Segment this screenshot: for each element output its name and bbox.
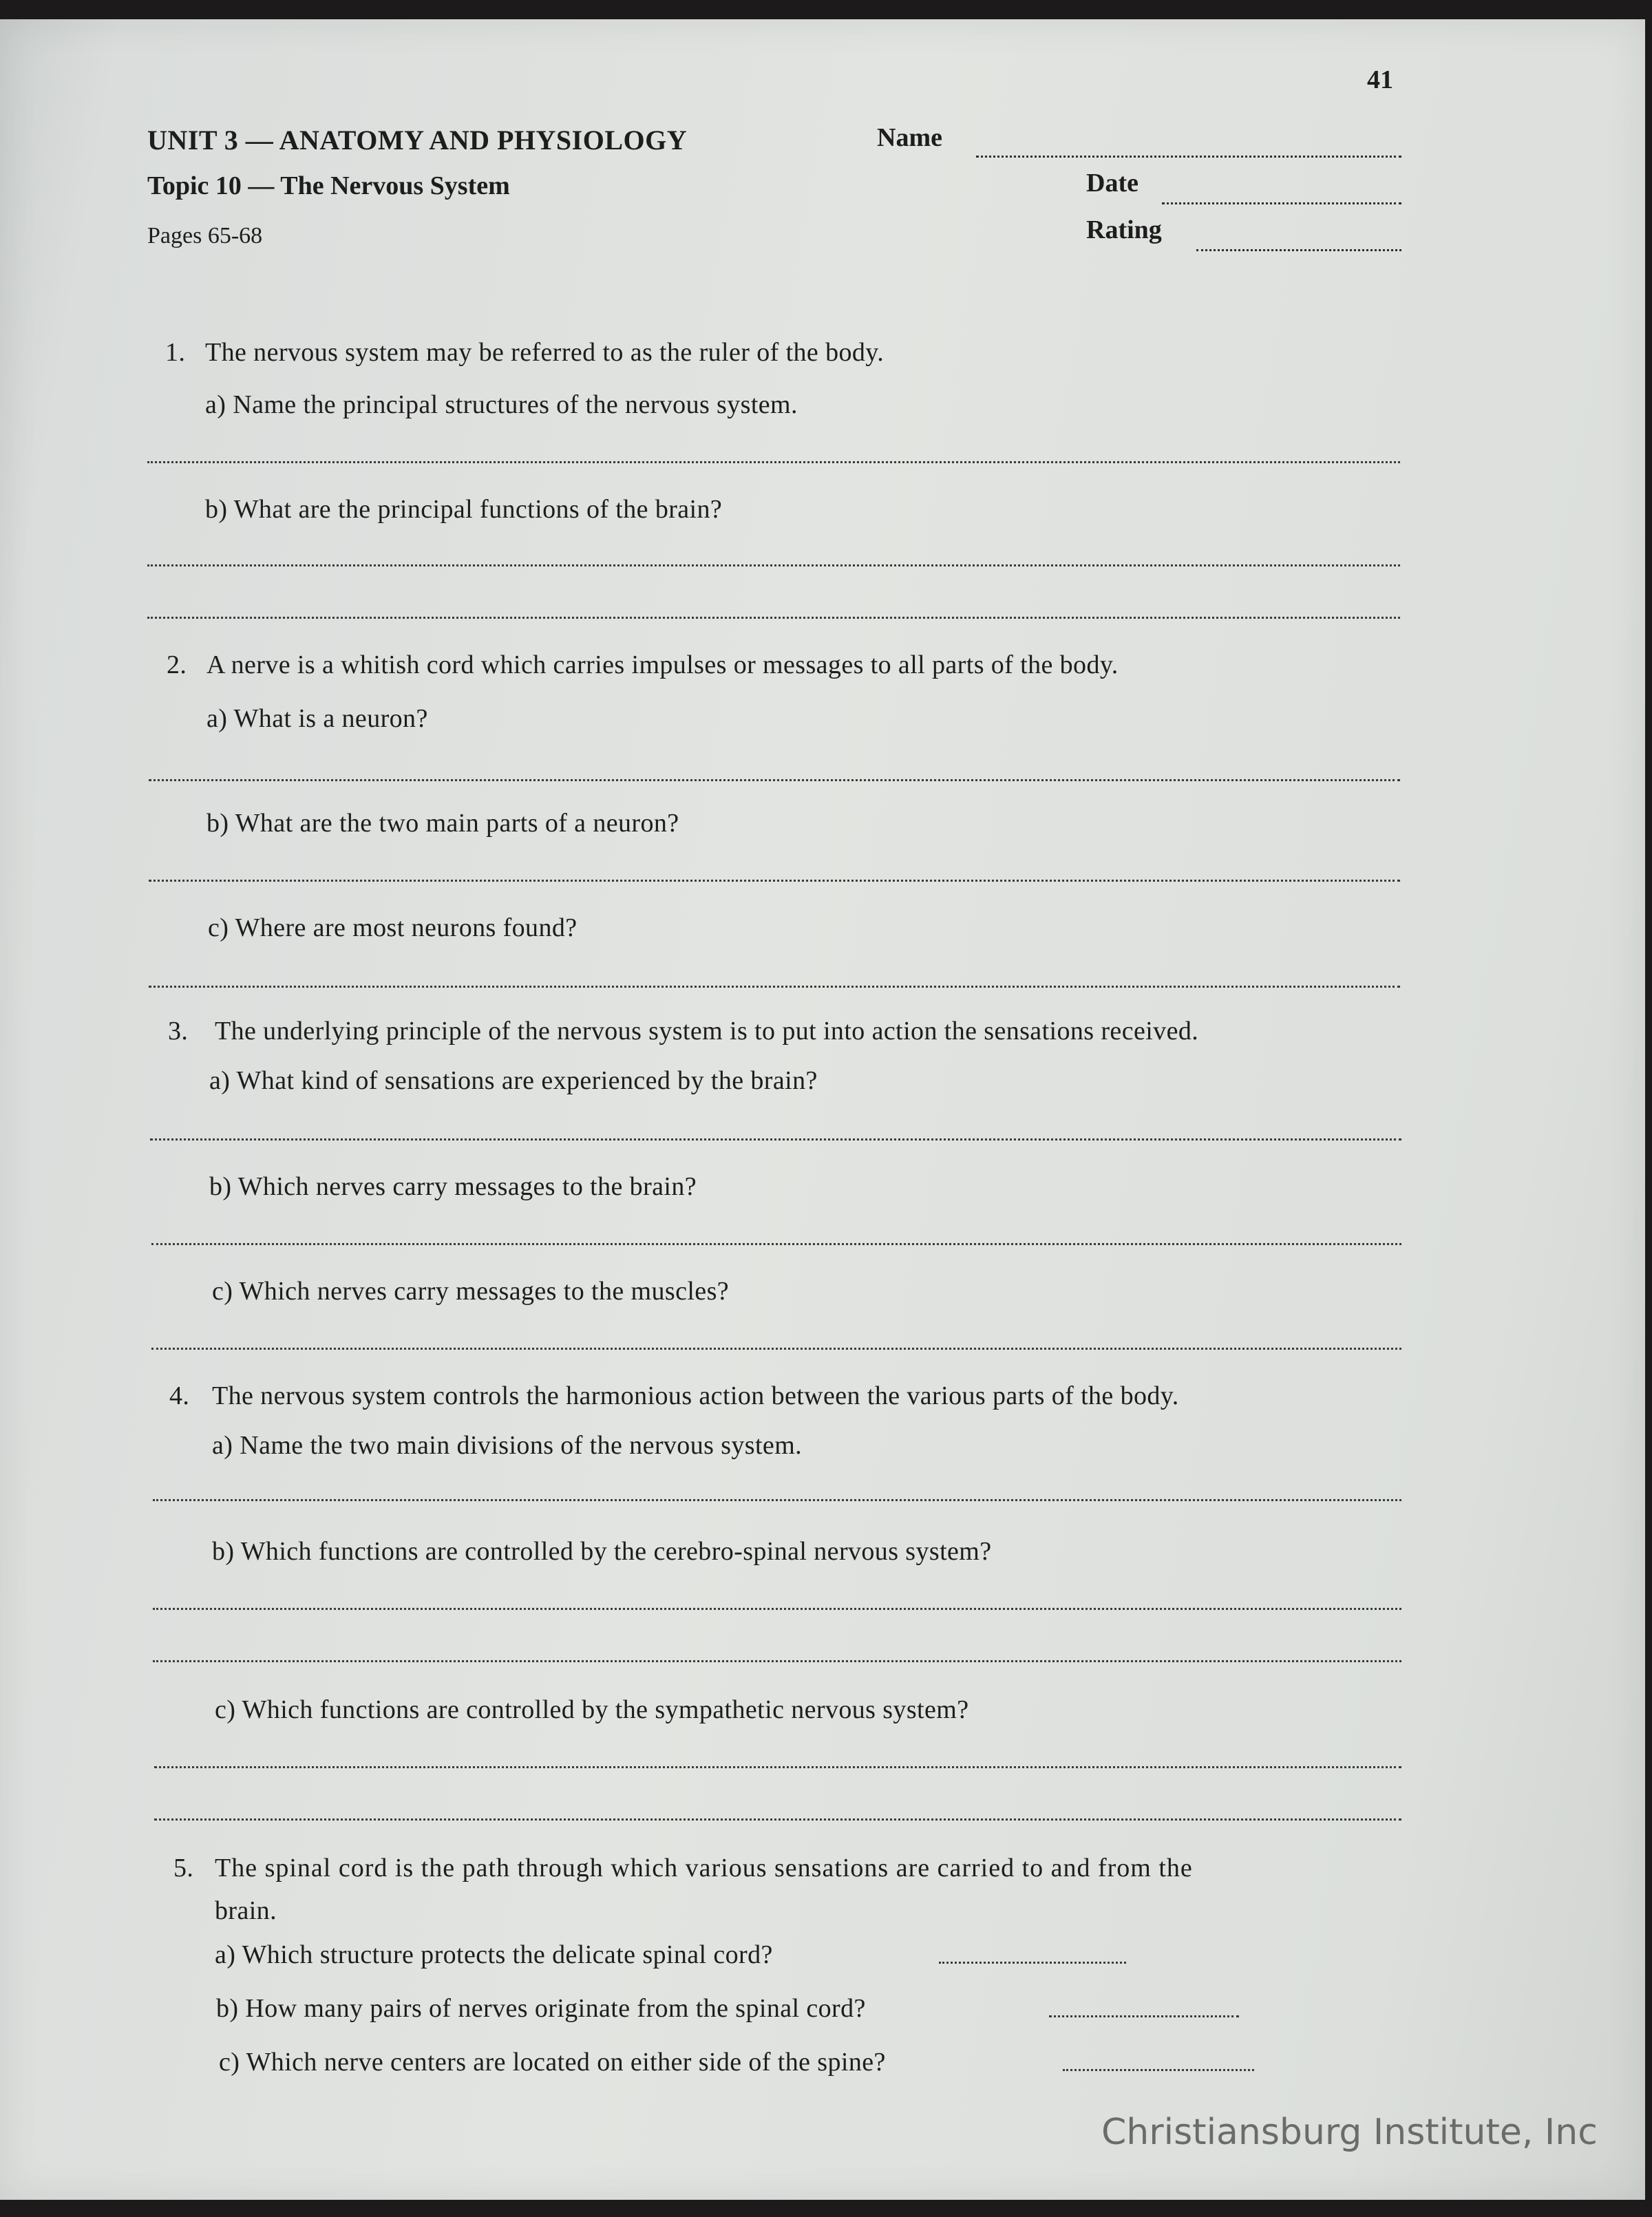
sub-question: b) Which functions are controlled by the cerebro-spinal nervous system? <box>212 1537 992 1566</box>
date-field[interactable] <box>1162 202 1401 204</box>
answer-line[interactable] <box>153 1660 1401 1662</box>
answer-line[interactable] <box>153 1608 1401 1610</box>
answer-line[interactable] <box>149 986 1400 988</box>
question-text: The nervous system may be referred to as the ruler of the body. <box>205 338 885 367</box>
sub-question: b) Which nerves carry messages to the brain? <box>209 1172 697 1201</box>
sub-question: a) What is a neuron? <box>206 704 428 733</box>
unit-title: UNIT 3 — ANATOMY AND PHYSIOLOGY <box>147 125 688 156</box>
worksheet-page <box>0 19 1645 2200</box>
sub-question: a) Which structure protects the delicate spinal cord? <box>215 1940 773 1969</box>
answer-line[interactable] <box>154 1766 1401 1768</box>
topic-title: Topic 10 — The Nervous System <box>147 171 510 200</box>
sub-question: b) What are the principal functions of the brain? <box>205 495 723 524</box>
answer-blank[interactable] <box>939 1962 1126 1964</box>
question-text: A nerve is a whitish cord which carries impulses or messages to all parts of the body. <box>206 650 1119 679</box>
answer-line[interactable] <box>147 564 1400 566</box>
sub-question: b) What are the two main parts of a neuron? <box>206 809 679 838</box>
question-number: 1. <box>165 338 186 367</box>
question-text: The nervous system controls the harmonious action between the various parts of the body. <box>212 1381 1179 1410</box>
question-number: 2. <box>167 650 187 679</box>
sub-question: c) Which nerves carry messages to the muscles? <box>212 1277 730 1306</box>
pages-ref: Pages 65-68 <box>147 223 263 248</box>
question-text-continued: brain. <box>215 1896 277 1925</box>
answer-line[interactable] <box>150 1138 1401 1141</box>
date-label: Date <box>1086 169 1139 198</box>
answer-line[interactable] <box>154 1818 1401 1821</box>
answer-line[interactable] <box>151 1243 1401 1245</box>
sub-question: a) Name the two main divisions of the nervous system. <box>212 1431 803 1460</box>
page-number: 41 <box>1367 65 1393 94</box>
watermark-text: Christiansburg Institute, Inc <box>1101 2112 1598 2153</box>
question-number: 5. <box>173 1854 194 1882</box>
question-text: The spinal cord is the path through which various sensations are carried to and from the <box>215 1854 1193 1882</box>
sub-question: c) Where are most neurons found? <box>208 913 578 942</box>
rating-field[interactable] <box>1196 249 1401 251</box>
sub-question: a) What kind of sensations are experienced by the brain? <box>209 1066 818 1095</box>
question-text: The underlying principle of the nervous system is to put into action the sensations received. <box>215 1017 1199 1046</box>
answer-line[interactable] <box>149 779 1400 781</box>
answer-line[interactable] <box>147 461 1400 463</box>
name-field[interactable] <box>976 156 1401 158</box>
sub-question: c) Which nerve centers are located on either side of the spine? <box>219 2048 886 2077</box>
question-number: 4. <box>169 1381 190 1410</box>
name-label: Name <box>877 123 942 152</box>
answer-line[interactable] <box>147 617 1400 619</box>
answer-blank[interactable] <box>1049 2015 1239 2017</box>
question-number: 3. <box>168 1017 189 1046</box>
answer-line[interactable] <box>149 880 1400 882</box>
sub-question: a) Name the principal structures of the nervous system. <box>205 390 798 419</box>
answer-line[interactable] <box>151 1348 1401 1350</box>
rating-label: Rating <box>1086 215 1162 244</box>
answer-line[interactable] <box>153 1499 1401 1501</box>
sub-question: c) Which functions are controlled by the sympathetic nervous system? <box>215 1695 969 1724</box>
answer-blank[interactable] <box>1063 2069 1254 2071</box>
sub-question: b) How many pairs of nerves originate from the spinal cord? <box>216 1994 866 2023</box>
